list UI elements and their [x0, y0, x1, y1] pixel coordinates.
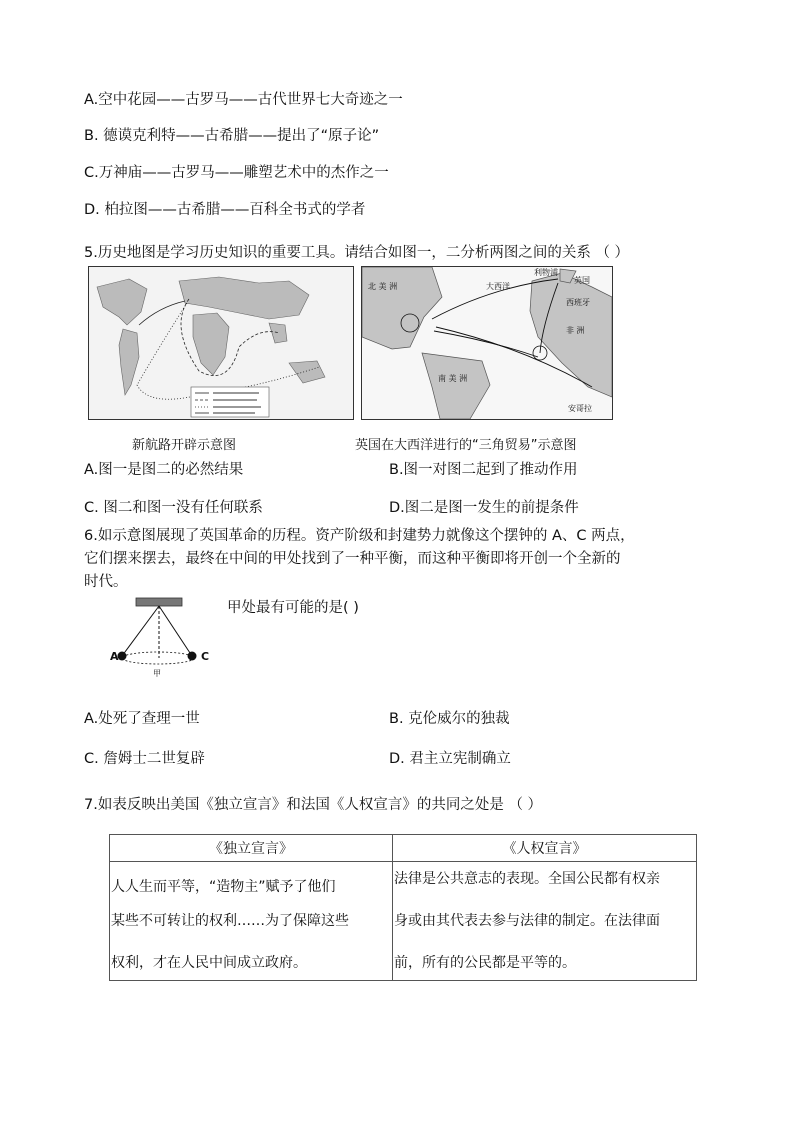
map2-caption: 英国在大西洋进行的“三角贸易”示意图 — [355, 438, 577, 453]
table-header-independence: 《独立宣言》 — [110, 835, 393, 862]
map2-label-north-america: 北 美 洲 — [368, 282, 398, 291]
q5-option-d[interactable]: D.图二是图一发生的前提条件 — [389, 500, 579, 516]
table-cell-rights — [393, 862, 697, 981]
q5-option-b[interactable]: B.图一对图二起到了推动作用 — [389, 462, 578, 478]
rights-line-2: 身或由其代表去参与法律的制定。在法律面 — [394, 913, 660, 929]
q6-option-b[interactable]: B. 克伦威尔的独裁 — [389, 711, 510, 727]
map2-label-south-america: 南 美 洲 — [438, 374, 468, 383]
map2-label-angola: 安哥拉 — [568, 404, 592, 413]
q4-option-d[interactable]: D. 柏拉图——古希腊——百科全书式的学者 — [84, 202, 366, 218]
world-map-image — [89, 267, 353, 419]
q4-option-a[interactable]: A.空中花园——古罗马——古代世界七大奇迹之一 — [84, 92, 403, 108]
rights-line-3: 前，所有的公民都是平等的。 — [394, 955, 576, 971]
independence-line-3: 权利，才在人民中间成立政府。 — [111, 955, 307, 971]
pendulum-label-jia: 甲 — [153, 669, 161, 678]
q6-stem-line2: 它们摆来摆去，最终在中间的甲处找到了一种平衡，而这种平衡即将开创一个全新的 — [84, 551, 621, 567]
q4-option-c[interactable]: C.万神庙——古罗马——雕塑艺术中的杰作之一 — [84, 165, 389, 181]
q5-option-c[interactable]: C. 图二和图一没有任何联系 — [84, 500, 263, 516]
independence-line-2: 某些不可转让的权利……为了保障这些 — [111, 913, 349, 929]
q6-option-c[interactable]: C. 詹姆士二世复辟 — [84, 751, 205, 767]
rights-line-1: 法律是公共意志的表现。全国公民都有权亲 — [394, 871, 660, 887]
q6-option-a[interactable]: A.处死了查理一世 — [84, 711, 200, 727]
map-triangle-trade — [361, 266, 613, 420]
pendulum-diagram — [106, 594, 216, 684]
map2-label-atlantic: 大西洋 — [486, 282, 510, 291]
map-new-sea-routes — [88, 266, 354, 420]
q5-stem: 5.历史地图是学习历史知识的重要工具。请结合如图一，二分析两图之间的关系 （ ） — [84, 245, 630, 261]
q7-stem: 7.如表反映出美国《独立宣言》和法国《人权宣言》的共同之处是 （ ） — [84, 797, 543, 813]
q6-option-d[interactable]: D. 君主立宪制确立 — [389, 751, 511, 767]
table-header-rights: 《人权宣言》 — [393, 835, 697, 862]
map2-label-liverpool: 利物浦 — [534, 268, 558, 277]
q5-option-a[interactable]: A.图一是图二的必然结果 — [84, 462, 244, 478]
map2-label-spain: 西班牙 — [566, 298, 590, 307]
pendulum-label-a: A — [110, 650, 119, 663]
map1-caption: 新航路开辟示意图 — [132, 438, 237, 453]
pendulum-label-c: C — [201, 650, 210, 663]
independence-line-1: 人人生而平等，“造物主”赋予了他们 — [111, 879, 336, 895]
map2-label-england: 英国 — [574, 276, 590, 285]
q4-option-b[interactable]: B. 德谟克利特——古希腊——提出了“原子论” — [84, 128, 380, 144]
declaration-comparison-table — [109, 834, 697, 981]
q6-stem-line1: 6.如示意图展现了英国革命的历程。资产阶级和封建势力就像这个摆钟的 A、C 两点， — [84, 528, 635, 544]
q6-stem-line3: 时代。 — [84, 574, 128, 590]
map2-label-africa: 非 洲 — [566, 326, 585, 335]
q6-prompt: 甲处最有可能的是( ) — [227, 600, 359, 616]
table-cell-independence — [110, 862, 393, 981]
